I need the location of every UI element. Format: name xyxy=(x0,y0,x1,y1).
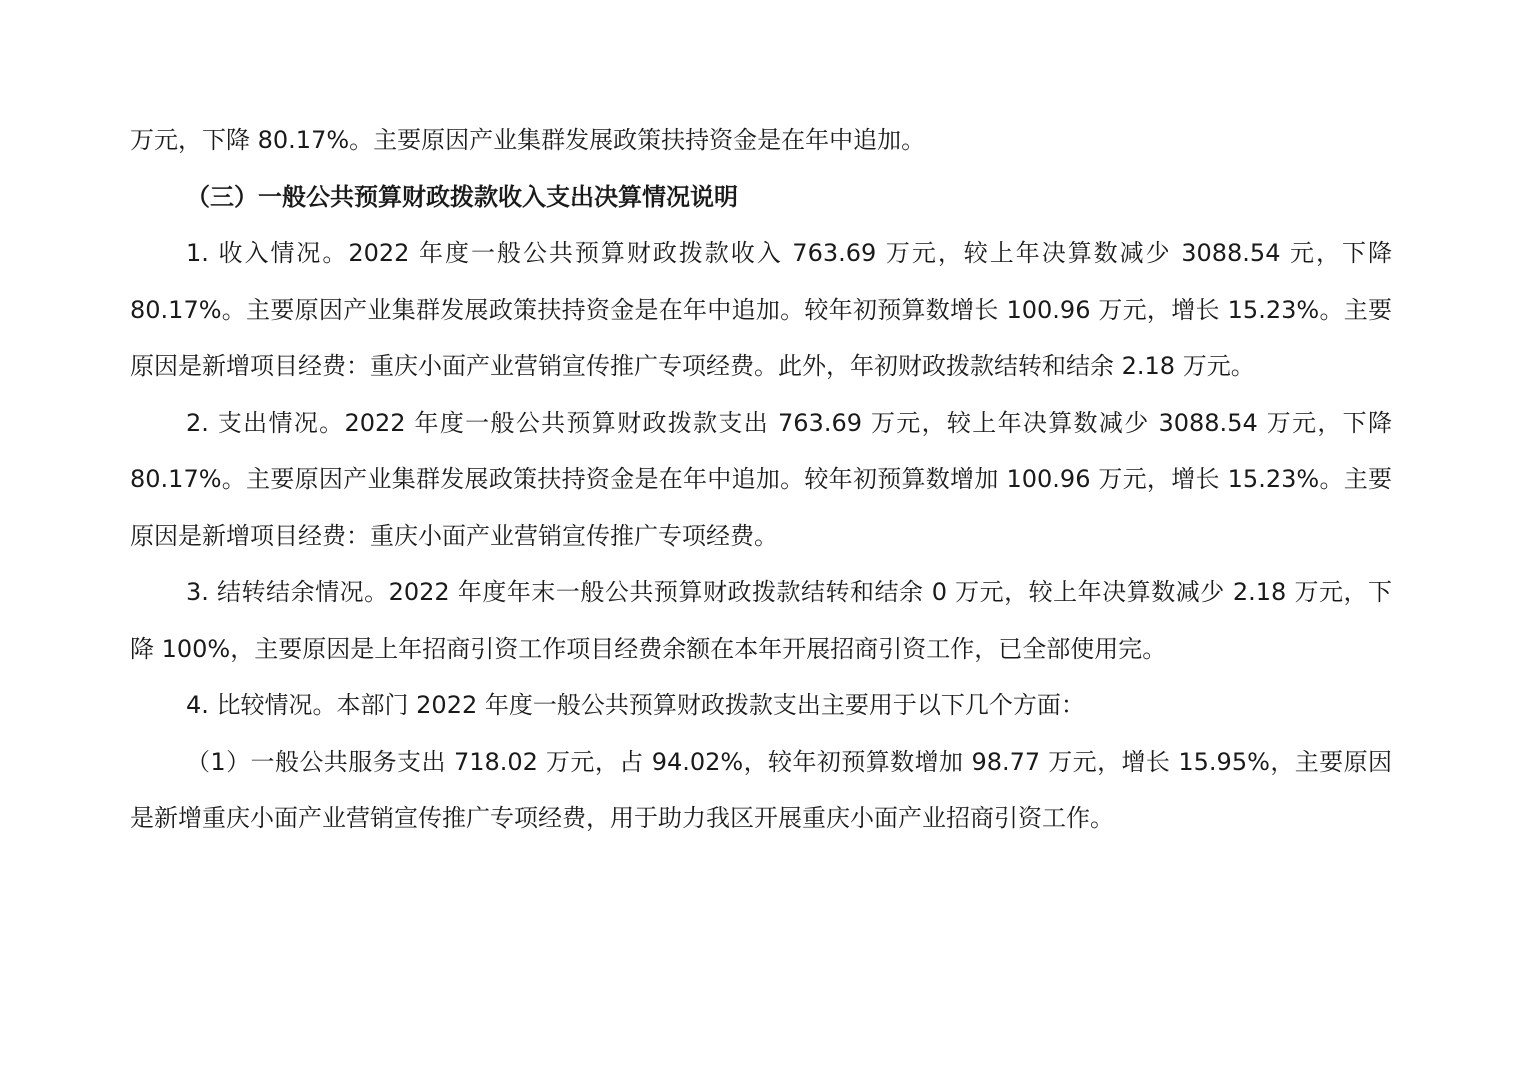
section-heading: （三）一般公共预算财政拨款收入支出决算情况说明 xyxy=(186,182,738,211)
paragraph-comparison: 4. 比较情况。本部门 2022 年度一般公共预算财政拨款支出主要用于以下几个方面： xyxy=(186,691,1085,719)
document-page xyxy=(130,112,1392,847)
paragraph-general-public-services: （1）一般公共服务支出 718.02 万元，占 94.02%，较年初预算数增加 98.77 万元，增长 15.95%，主要原因是新增重庆小面产业营销宣传推广专项经费，用于助力我区开展重庆小面产业招商引资工作。 xyxy=(130,747,1392,832)
paragraph-carryover: 3. 结转结余情况。2022 年度年末一般公共预算财政拨款结转和结余 0 万元，较上年决算数减少 2.18 万元，下降 100%，主要原因是上年招商引资工作项目经费余额在本年开展招商引资工作，已全部使用完。 xyxy=(130,578,1392,663)
paragraph-continuation: 万元，下降 80.17%。主要原因产业集群发展政策扶持资金是在年中追加。 xyxy=(130,126,926,154)
paragraph-expenditure: 2. 支出情况。2022 年度一般公共预算财政拨款支出 763.69 万元，较上年决算数减少 3088.54 万元，下降 80.17%。主要原因产业集群发展政策扶持资金是在年中追加。较年初预算数增加 100.96 万元，增长 15.23%。主要原因是新增项目经费：重庆小面产业营销宣传推广专项经费。 xyxy=(130,408,1392,550)
paragraph-income: 1. 收入情况。2022 年度一般公共预算财政拨款收入 763.69 万元，较上年决算数减少 3088.54 元，下降 80.17%。主要原因产业集群发展政策扶持资金是在年中追加。较年初预算数增长 100.96 万元，增长 15.23%。主要原因是新增项目经费：重庆小面产业营销宣传推广专项经费。此外，年初财政拨款结转和结余 2.18 万元。 xyxy=(130,239,1392,380)
